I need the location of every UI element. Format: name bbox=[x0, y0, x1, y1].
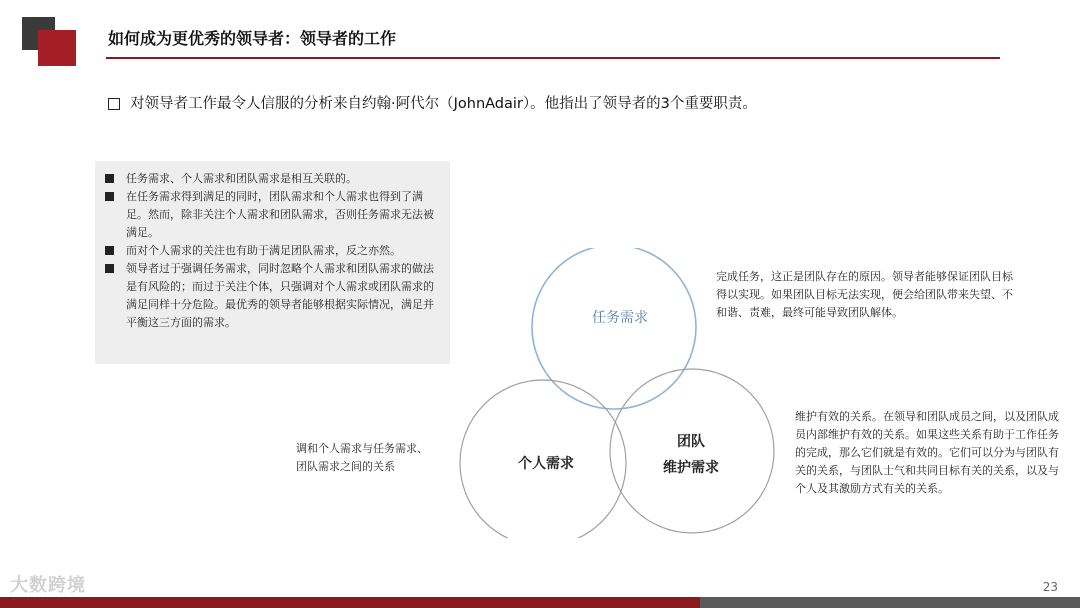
task-label: 任务需求 bbox=[592, 310, 648, 326]
bullet-text: 而对个人需求的关注也有助于满足团队需求，反之亦然。 bbox=[126, 244, 401, 257]
watermark: 大数跨境 bbox=[10, 575, 86, 596]
bullet-item bbox=[103, 170, 436, 188]
task-annotation: 完成任务，这正是团队存在的原因。领导者能够保证团队目标得以实现。如果团队目标无法实现，便会给团队带来失望、不和谐、责难，最终可能导致团队解体。 bbox=[716, 270, 1013, 319]
bullet-text: 任务需求、个人需求和团队需求是相互关联的。 bbox=[126, 172, 357, 185]
footer-bar bbox=[0, 597, 1080, 608]
square-bullet-icon bbox=[105, 264, 114, 273]
page-number: 23 bbox=[1042, 580, 1058, 594]
task-circle bbox=[532, 248, 696, 409]
lead-line bbox=[108, 94, 1008, 114]
square-bullet-icon bbox=[105, 246, 114, 255]
bullet-text: 在任务需求得到满足的同时，团队需求和个人需求也得到了满足。然而，除非关注个人需求和团队需求，否则任务需求无法被满足。 bbox=[126, 190, 434, 239]
team-label-line2: 维护需求 bbox=[663, 460, 719, 476]
bullet-item bbox=[103, 242, 436, 260]
bullet-item bbox=[103, 188, 436, 242]
square-bullet-icon bbox=[105, 174, 114, 183]
logo-block-red bbox=[38, 30, 76, 66]
page-title: 如何成为更优秀的领导者：领导者的工作 bbox=[108, 29, 397, 48]
bullet-text: 领导者过于强调任务需求，同时忽略个人需求和团队需求的做法是有风险的；而过于关注个体，只强调对个人需求或团队需求的满足同样十分危险。最优秀的领导者能够根据实际情况，满足并平衡这三方面的需求。 bbox=[126, 262, 434, 329]
individual-label: 个人需求 bbox=[518, 456, 574, 472]
team-circle bbox=[610, 369, 774, 533]
team-annotation: 维护有效的关系。在领导和团队成员之间，以及团队成员内部维护有效的关系。如果这些关系有助于工作任务的完成，那么它们就是有效的。它们可以分为与团队有关的关系，与团队士气和共同目标有关的关系，以及与个人及其激励方式有关的关系。 bbox=[795, 410, 1059, 495]
lead-text: 对领导者工作最令人信服的分析来自约翰·阿代尔（JohnAdair）。他指出了领导者的3个重要职责。 bbox=[130, 96, 757, 112]
checkbox-bullet-icon bbox=[108, 98, 120, 110]
square-bullet-icon bbox=[105, 192, 114, 201]
bullet-panel bbox=[95, 161, 450, 364]
bullet-item bbox=[103, 260, 436, 332]
team-label-line1: 团队 bbox=[677, 434, 705, 450]
individual-annotation: 调和个人需求与任务需求、团队需求之间的关系 bbox=[296, 442, 428, 473]
title-divider bbox=[106, 57, 1000, 59]
footer-bar-gray bbox=[700, 597, 1080, 608]
footer-bar-red bbox=[0, 597, 700, 608]
